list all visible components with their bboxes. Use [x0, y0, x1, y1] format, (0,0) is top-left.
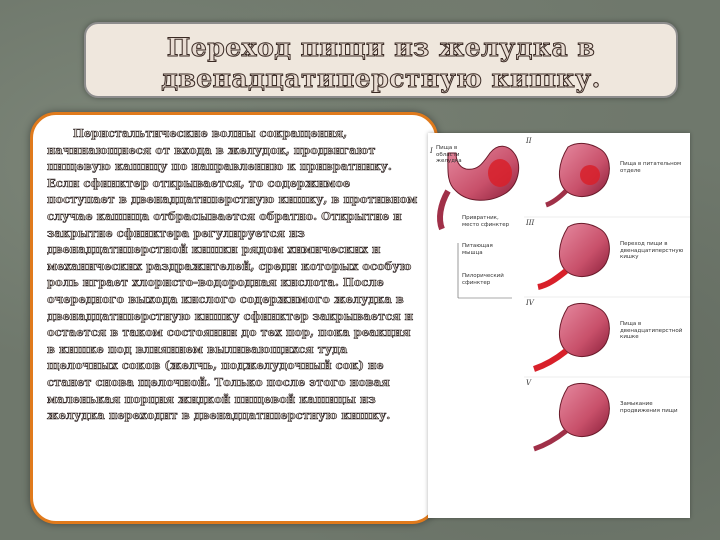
panel-4-label: Пища в двенадцатиперстной кишке [620, 321, 683, 340]
body-text: Перистальтические волны сокращения, начинающиеся от входа в желудок, продвигают пищевую кашицу по направлению к привратнику. Если сфинктер открывается, то содержимое поступает в двенадцатиперстную кишку, в противном случае кашица отбрасывается обратно. Открытие и закрытие сфинктера регулируется из двенадцатиперстной кишки рядом химических и механических раздражителей, среди которых особую роль играет хлористо-водородная кислота. После очередного выхода кислого содержимого желудка в двенадцатиперстную кишку сфинктер закрывается и остается в таком состоянии до тех пор, пока реакция в кишке под влиянием выливающихся туда щелочных соков (желчь, поджелудочный сок) не станет снова щелочной. Только после этого новая маленькая порция жидкой пищевой кашицы из желудка переходит в двенадцатиперстную кишку. [47, 126, 418, 423]
panel-2-label: Пища в питательном отделе [620, 161, 682, 174]
panel-1-label-3: Пилорический сфинктер [462, 273, 504, 286]
panel-5-stomach [534, 383, 609, 449]
panel-1-label-1: Привратник, место сфинктер [462, 215, 510, 228]
text-box [30, 112, 438, 524]
title-line-1: Переход пищи из желудка в [166, 33, 596, 62]
title-line-2: двенадцатиперстную кишку. [161, 64, 601, 93]
panel-3-numeral: III [526, 219, 535, 227]
panel-1-numeral: I [430, 147, 433, 155]
panel-1-label-2: Питающая мышца [462, 243, 493, 256]
panel-4-numeral: IV [526, 299, 534, 307]
stomach-figure [428, 133, 690, 518]
title-box [84, 22, 678, 98]
panel-1-top-label: Пища в области желудка [436, 145, 462, 164]
panel-2-stomach [546, 143, 609, 205]
panel-4-stomach [534, 303, 609, 369]
panel-3-stomach [538, 223, 609, 287]
panel-5-label: Замыкание продвижения пищи [620, 401, 678, 414]
panel-2-numeral: II [526, 137, 532, 145]
panel-5-numeral: V [526, 379, 532, 387]
panel-3-label: Переход пищи в двенадцатиперстную кишку [620, 241, 684, 260]
